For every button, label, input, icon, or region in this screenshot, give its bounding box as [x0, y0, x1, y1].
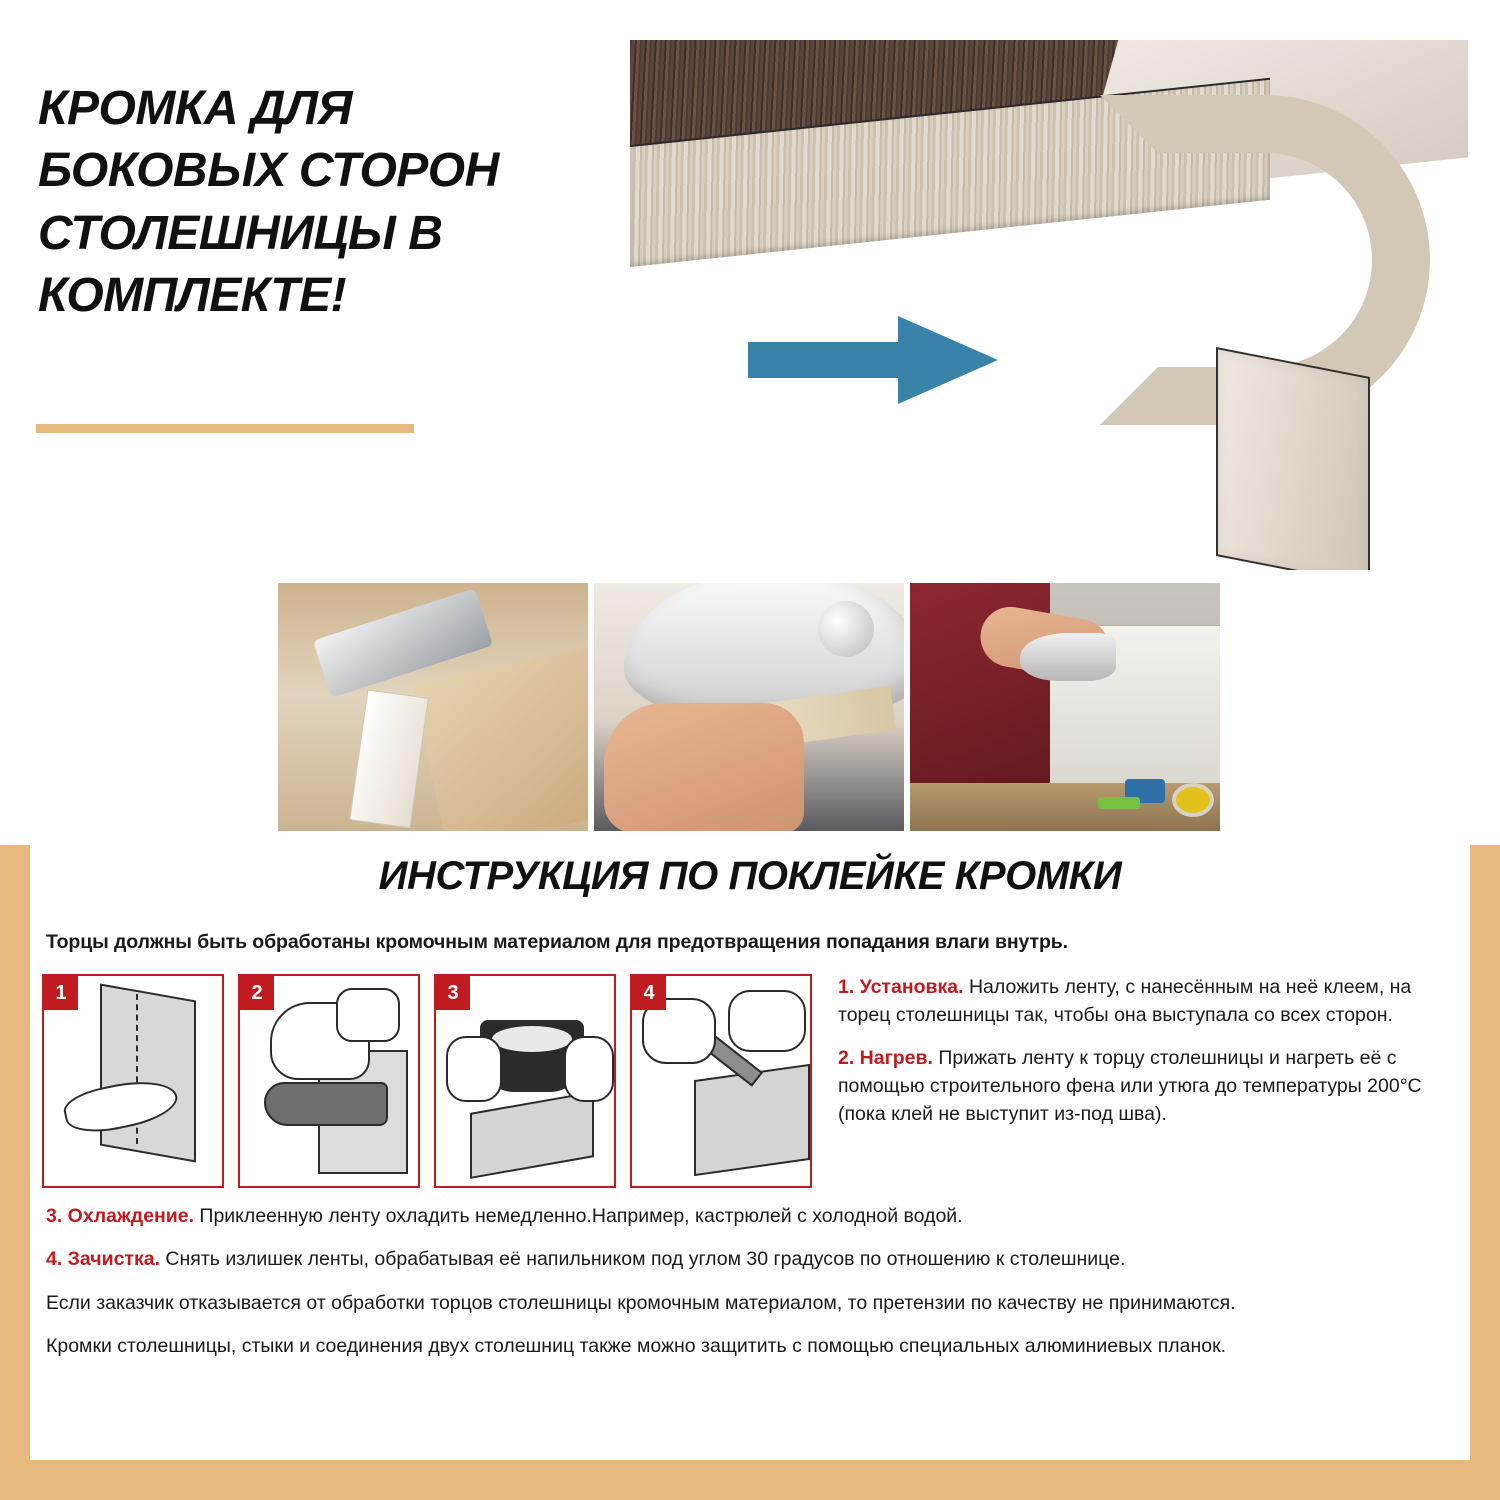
step-number-3: 3 [436, 976, 470, 1010]
cutting-edge-band-photo [278, 583, 588, 831]
hero-title-line-1: КРОМКА ДЛЯ [38, 82, 352, 135]
hand [604, 703, 804, 831]
sketch-hand-right [728, 990, 806, 1052]
paragraph-install-title: 1. Установка. [838, 976, 964, 998]
paragraph-install [838, 974, 1458, 1029]
hero-title-underline [36, 424, 414, 433]
instruction-section [30, 907, 1470, 1452]
bottom-border-inner [30, 1452, 1470, 1460]
sketch-panel [470, 1091, 594, 1179]
instruction-right-text [830, 974, 1458, 1128]
step-card-4 [630, 974, 812, 1188]
sketch-hand-left [446, 1036, 502, 1102]
hero-title-line-2: БОКОВЫХ СТОРОН [38, 144, 499, 198]
photo-strip [278, 583, 1222, 831]
step-number-4: 4 [632, 976, 666, 1010]
applying-edge-band-photo [910, 583, 1220, 831]
sketch-arm [336, 988, 400, 1042]
step-number-1: 1 [44, 976, 78, 1010]
instruction-lead-text: Торцы должны быть обработаны кромочным материалом для предотвращения попадания влаги внутрь. [46, 931, 1068, 953]
ironing-edge-band-photo [594, 583, 904, 831]
edge-band-tail [1216, 347, 1370, 570]
hero-title [38, 78, 608, 328]
sketch-pot-water [492, 1026, 572, 1052]
paragraph-trimming [46, 1245, 1458, 1274]
paragraph-trimming-title: 4. Зачистка. [46, 1248, 160, 1271]
step-card-1 [42, 974, 224, 1188]
step-number-2: 2 [240, 976, 274, 1010]
hero-section [0, 0, 1500, 570]
paragraph-install-text: Наложить ленту, с нанесённым на неё клеем, на торец столешницы так, чтобы она выступала со всех сторон. [838, 976, 1412, 1026]
iron-body [1020, 633, 1116, 681]
paragraph-disclaimer: Если заказчик отказывается от обработки торцов столешницы кромочным материалом, то претензии по качеству не принимаются. [46, 1291, 1236, 1314]
tool-green [1098, 797, 1140, 809]
sketch-hand-right [564, 1036, 614, 1102]
paragraph-heat [838, 1045, 1458, 1128]
step-card-2 [238, 974, 420, 1188]
instruction-banner-title: ИНСТРУКЦИЯ ПО ПОКЛЕЙКЕ КРОМКИ [378, 853, 1122, 898]
iron-knob [818, 601, 874, 657]
step-card-3 [434, 974, 616, 1188]
instruction-top-row [42, 974, 1458, 1188]
wood-board [412, 646, 588, 831]
right-border-bar [1470, 845, 1500, 1500]
instruction-banner-inner [30, 845, 1470, 907]
paragraph-cooling-text: Приклеенную ленту охладить немедленно.Например, кастрюлей с холодной водой. [194, 1205, 963, 1227]
paragraph-aluminium: Кромки столешницы, стыки и соединения двух столешниц также можно защитить с помощью специальных алюминиевых планок. [46, 1334, 1227, 1357]
tape-measure-icon [1172, 783, 1214, 817]
instruction-banner [0, 845, 1500, 907]
paragraph-cooling [46, 1202, 1458, 1231]
left-border-bar [0, 845, 30, 1500]
bottom-border-bar [0, 1452, 1500, 1500]
paragraph-heat-text: Прижать ленту к торцу столешницы и нагреть её с помощью строительного фена или утюга до температуры 200°С (пока клей не выступит из-под шва). [838, 1047, 1422, 1125]
paragraph-heat-title: 2. Нагрев. [838, 1047, 933, 1070]
hero-title-line-3: СТОЛЕШНИЦЫ В [38, 206, 443, 260]
sketch-iron [264, 1082, 388, 1126]
sketch-panel [100, 984, 196, 1163]
worktop-edge-band-photo [630, 40, 1468, 570]
edge-band-strip [349, 689, 429, 828]
step-sketches [42, 974, 812, 1188]
blue-arrow-icon [748, 312, 998, 408]
paragraph-trimming-text: Снять излишек ленты, обрабатывая её напильником под углом 30 градусов по отношению к столешнице. [159, 1248, 1126, 1271]
paragraph-cooling-title: 3. Охлаждение. [46, 1205, 195, 1227]
hero-title-line-4: КОМПЛЕКТЕ! [38, 269, 347, 323]
